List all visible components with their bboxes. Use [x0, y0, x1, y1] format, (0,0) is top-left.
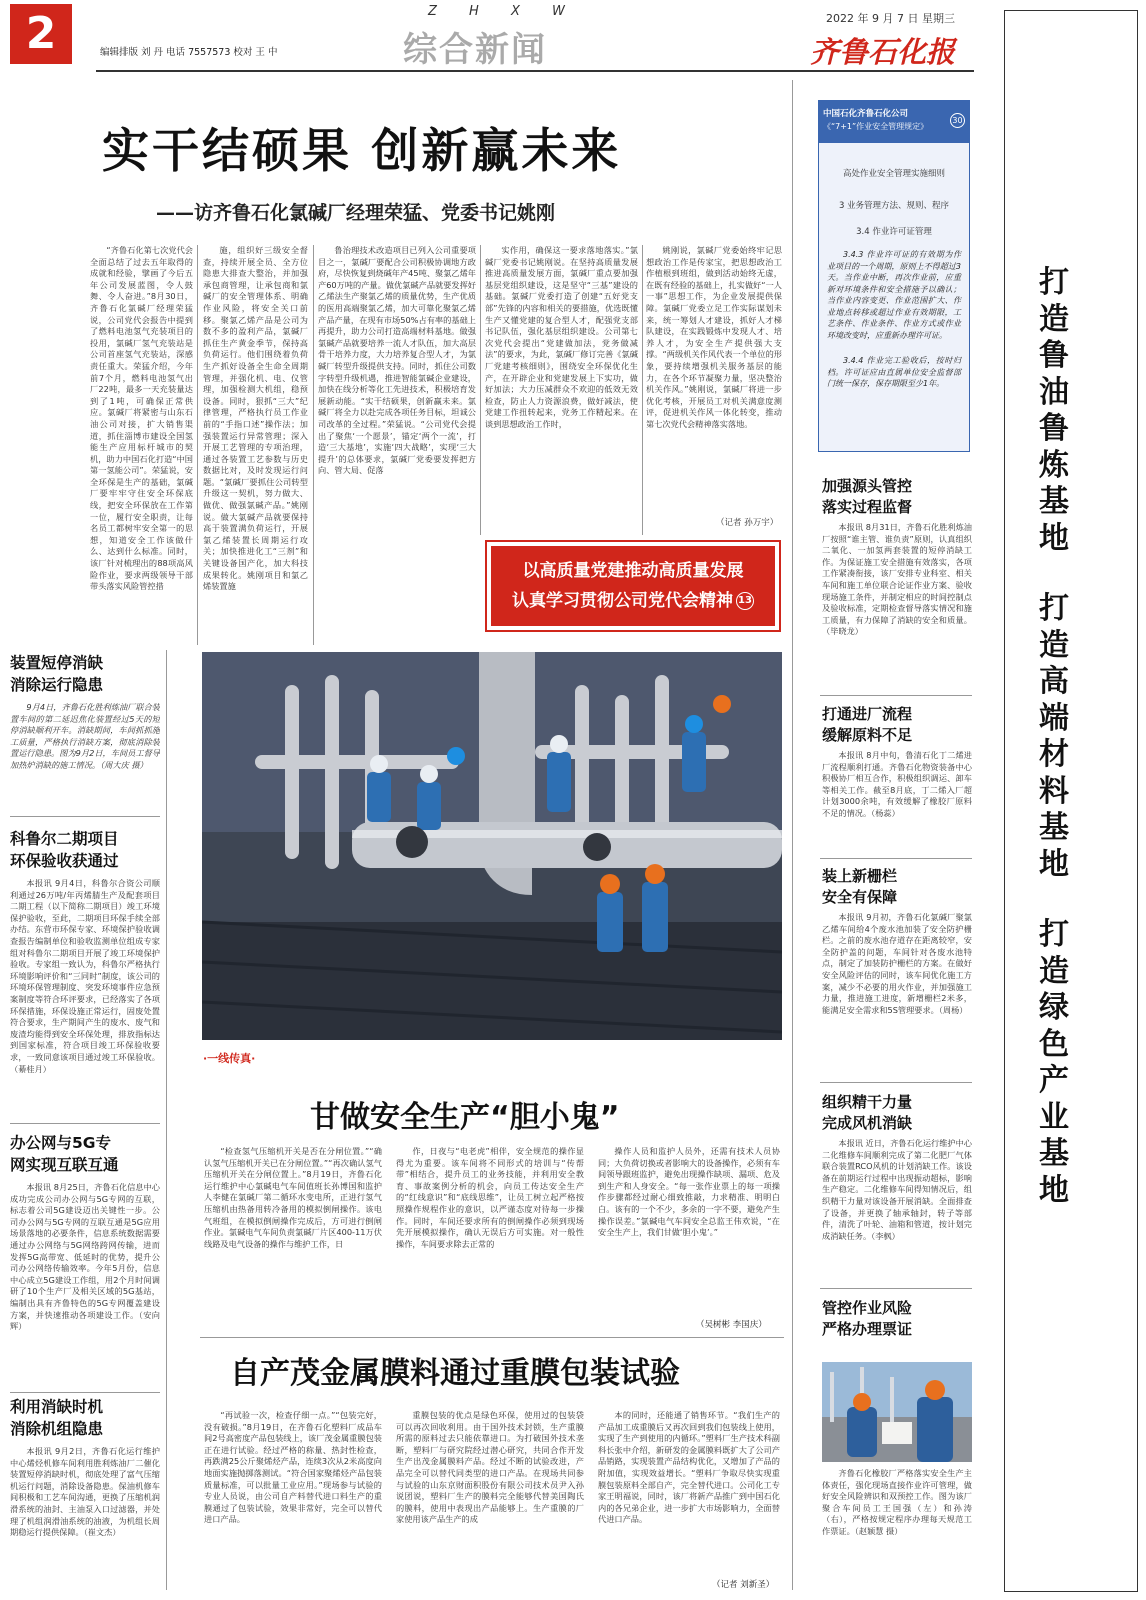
- issue-date: 2022 年 9 月 7 日 星期三: [826, 12, 955, 25]
- party-banner-num: 13: [736, 592, 754, 610]
- rules-box-num: 30: [950, 113, 965, 128]
- rules-box-header: [819, 101, 969, 143]
- rules-box-title-1: 中国石化齐鲁石化公司: [823, 109, 909, 119]
- right-photo-caption: 齐鲁石化橡胶厂严格落实安全生产主体责任，强化现场直接作业许可管理，做好安全风险辨识和双预控工作。图为该厂聚合车间员工王国强（左）和孙涛（右），严格按规定程序办理每天规范工作票证。（赵颖慧 摄）: [822, 1468, 972, 1536]
- side-slogan-1: 打造鲁油鲁炼基地: [1039, 265, 1069, 556]
- left-brief-3-title-1: 办公网与5G专: [10, 1134, 112, 1152]
- left-brief-4: 利用消缺时机 消除机组隐患 本报讯 9月2日，齐鲁石化运行维护中心烯烃机修车间利用胜利炼油厂二催化装置短停消缺时机，彻底处理了富气压缩机运行问题，消除设备隐患。保油机修车间积极和工艺车间沟通，更换了压缩机润滑系统的油封、主油泵入口过滤器，并处理了机组润滑油系统的油液，为机组长周期稳运行提供保障。（崔文杰）: [10, 1398, 160, 1538]
- membrane-col-1: “再试验一次，检查仔细一点。”“包装完好，没有破损。”8月19日，在齐鲁石化塑料厂成品车间2号高密度产品包装线上，该厂茂金属重膜包装正在进行试验。经过严格的称量、热封性检查，再跌满25公斤聚烯烃产品，连续3次从2米高度向地面实施抛掷落测试。“符合国家聚烯烃产品包装质量标准，可以批量工业应用。”现场参与试验的专业人员说，由公司自产料替代进口料生产的重膜通过了包装试验，效果非常好，完全可以替代进口产品。: [204, 1410, 382, 1525]
- right-brief-4-title-1: 组织精干力量: [822, 1093, 913, 1111]
- right-photo: [822, 1362, 972, 1462]
- page-number-badge: 2: [10, 4, 72, 64]
- lead-subtitle: ——访齐鲁石化氯碱厂经理荣猛、党委书记姚刚: [156, 202, 556, 224]
- lead-headline: 实干结硕果 创新赢未来: [102, 124, 622, 179]
- rules-box-title-2: 《“7+1”作业安全管理规定》: [823, 122, 929, 131]
- rules-box: [818, 100, 970, 452]
- main-photo: [202, 652, 782, 1040]
- right-brief-5: [822, 1298, 972, 1340]
- right-brief-2-title-2: 缓解原料不足: [822, 726, 913, 744]
- lead-col-3: 鲁治理技术改造项目已列入公司重要项目之一，氯碱厂要配合公司积极协调地方政府，尽快恢复到烧碱年产45吨、聚氯乙烯年产60万吨的产量。做优氯碱产品就要发挥好乙烯法生产聚氯乙烯的质量优势，生产优质的医用高端聚氯乙烯，加大可靠化聚氯乙烯产品产量，在现有市场50%占有率的基础上再提升，助力公司打造高端材料基地。做强氯碱产品就要培养一流人才队伍，加大高层骨干培养力度，大力培养复合型人才，为氯碱厂转型升级提供支持。同时，抓住公司数字转型升级机遇，推进智能氯碱企业建设，加快在线分析等化工先进技术，积极培育发展新动能。“实干结硕果，创新赢未来。氯碱厂将全力以赴完成各项任务目标，坦诚公司改革的全过程。”荣猛说。“公司党代会提出了聚焦‘一个愿景’，锚定‘两个一流’，打造‘三大基地’，实施‘四大战略’，实现‘三大提升’的总体要求，氯碱厂党委要发挥把方向、管大局、促落: [318, 245, 476, 476]
- left-brief-3-title-2: 网实现互联互通: [10, 1156, 119, 1174]
- rules-box-sub-1: 高处作业安全管理实施细则: [842, 169, 945, 179]
- frontline-title: 甘做安全生产“胆小鬼”: [310, 1100, 620, 1135]
- right-brief-2: 打通进厂流程 缓解原料不足 本报讯 8月中旬，鲁清石化丁二烯进厂流程顺利打通。齐鲁石化物资装备中心积极协厂相互合作，积极组织调运、卸车等相关工作。截至8月底，丁二烯入厂超计划3000余吨，有效缓解了橡胶厂原料不足的情况。（杨蕊）: [822, 705, 972, 818]
- editor-line: 编辑排版 刘 丹 电话 7557573 校对 王 中: [100, 47, 278, 58]
- left-brief-1: 装置短停消缺 消除运行隐患 9月4日，齐鲁石化胜利炼油厂联合装置车间的第二延迟焦化装置经过5天的短停消缺顺利开车。消缺期间，车间抓抓施工质量，严格执行消缺方案，彻底消除装置运行隐患。图为9月2日，车间员工督导加热炉消缺的施工情况。（周大庆 摄）: [10, 654, 160, 770]
- right-brief-1-title-2: 落实过程监督: [822, 498, 913, 516]
- membrane-col-3: 本的同时，还能通了销售环节。“我们生产的产品加工成重膜后又再次回到我们包装线上使用，实现了生产到使用的内循环。”塑料厂生产技术科副科长张中介绍，新研发的金属膜料既扩大了公司产品销路，实现装置产品结构优化，又增加了产品的附加值，实现效益增长。“塑料厂争取尽快实现重膜包装原料全部自产，完全替代进口。公司化工专家王明福说，同时，该厂将新产品推广到中国石化内的各兄弟企业，进一步扩大市场影响力，全面替代进口产品。: [598, 1410, 780, 1525]
- frontline-byline: （吴树彬 李国庆）: [696, 1320, 767, 1330]
- section-pinyin: Z H X W: [428, 4, 579, 19]
- lead-col-1: “齐鲁石化第七次党代会全面总结了过去五年取得的成就和经验，擘画了今后五年公司发展蓝图，令人鼓舞、令人奋进。”8月30日，齐鲁石化氯碱厂经理荣猛说，公司党代会报告中提到了燃料电池氢气充装项目的投用，氯碱厂氢气充装站是公司首座氢气充装站，深感责任重大。荣猛介绍，今年前7个月，燃料电池氢气出厂22吨，最多一天充装量达到了1吨，可确保正常供应。氯碱厂将紧密与山东石油公司对接，扩大销售渠道，抓住淄博市建设全国氢能生产应用标杆城市的契机，助力中国石化打造“中国第一氢能公司”。荣猛说，安全环保是生产的基础，氯碱厂要牢牢守住安全环保底线，把安全环保放在工作第一位，履行安全职责，让每名员工都树牢安全第一的思想，知道安全工作该做什么、达到什么标准。同时，该厂针对梳理出的88项高风险作业，要求两级领导干部带头落实风险管控措: [90, 245, 193, 592]
- side-slogans: [1034, 265, 1074, 1209]
- lead-byline: （记者 孙万宇）: [716, 518, 779, 528]
- right-brief-5-title-2: 严格办理票证: [822, 1320, 913, 1338]
- left-brief-2-title-2: 环保验收获通过: [10, 852, 119, 870]
- frontline-col-1: “检查氢气压缩机开关是否在分闸位置。”“确认氢气压缩机开关已在分闸位置。”“再次确认氢气压缩机开关在分闸位置上。”8月19日，齐鲁石化运行维护中心氯碱电气车间值班长孙博国和监护人李健在氯碱厂第二循环水变电所，正进行氢气压缩机由热备用转冷备用的模拟倒闸操作。该电气班组，在模拟倒闸操作完成后，方可进行倒闸作业。氯碱电气车间负责氯碱厂片区400-11万伏线路及电气设备的操作与维护工作，日: [204, 1146, 382, 1249]
- left-brief-1-title-2: 消除运行隐患: [10, 676, 104, 694]
- left-brief-4-title-1: 利用消缺时机: [10, 1398, 104, 1416]
- paper-logo: 齐鲁石化报: [810, 35, 956, 69]
- lead-col-5: 姚刚说，氯碱厂党委始终牢记思想政治工作是传家宝，把思想政治工作植根到班组，做到活动始终无虚，在既有经验的基础上，扎实做好“一人一事”思想工作，为企业发展提供保障。氯碱厂党委立足工作实际谋划未来，统一筹划人才建设，抓好人才梯队建设，在实践锻炼中发现人才、培养人才，为安全生产提供强大支撑。“两级机关作风代表一个单位的形象，要持续增强机关服务基层的能力，在各个环节凝聚力量，坚决整治机关作风。”姚刚说，氯碱厂将进一步优化考核，开展员工对机关满意度测评，促进机关作风一体化转变，推动第七次党代会精神落实落地。: [646, 245, 782, 429]
- left-brief-2-title-1: 科鲁尔二期项目: [10, 830, 119, 848]
- masthead-rule: [96, 70, 974, 72]
- rules-box-sub-2: 3 业务管理方法、规则、程序: [838, 201, 950, 211]
- left-brief-1-title-1: 装置短停消缺: [10, 654, 104, 672]
- right-brief-3-title-2: 安全有保障: [822, 888, 898, 906]
- workers-illustration: [822, 1362, 972, 1462]
- right-brief-2-title-1: 打通进厂流程: [822, 705, 913, 723]
- frontline-col-2: 作，日夜与“电老虎”相伴，安全规范的操作显得尤为重要。该车间将不同形式的培训与“传帮带”相结合，提升员工的业务技能，并利用安全教育、事故案例分析的机会，向员工传达安全生产的“红线意识”和“底线思维”，让员工树立起严格按照操作规程作业的意识，以严谨态度对待每一步操作。同时，车间还要求所有的倒闸操作必须到现场先开展模拟操作，确认无误后方可实施。对一般性操作，车间要求除去正常的: [396, 1146, 584, 1249]
- lead-col-2: 施，组织好三级安全督查，持续开展全员、全方位隐患大排查大整治，并加强承包商管理，让承包商和氯碱厂的安全管理体系、明确作业风险，将安全关口前移。聚氯乙烯产品是公司为数不多的盈利产品，氯碱厂抓住生产黄金季节，保持高负荷运行。他们围绕着负荷生产抓好设备全生命全周期管理，并强化机、电、仪管理，加强检测大机组，稳预设备。同时，狠抓“三大”纪律管理，严格执行员工作业前的“手指口述”操作法；加强装置运行异常管理；深入开展工艺管理的专项治理，通过各装置工艺参数与历史数据比对，及时发现运行问题。“氯碱厂要抓住公司转型升级这一契机，努力做大、做优、做强氯碱产品。”姚刚说。做大氯碱产品就要保持高于装置满负荷运行，开展氯乙烯装置长周期运行攻关；加快推进化工“三剂”和关键设备国产化，加大科技成果转化。姚刚项目和氯乙烯装置施: [203, 245, 308, 592]
- section-title: 综合新闻: [403, 30, 547, 70]
- rules-box-sub-3: 3.4 作业许可证管理: [856, 227, 932, 237]
- frontline-tag: ·一线传真·: [203, 1052, 256, 1065]
- left-brief-2: 科鲁尔二期项目 环保验收获通过 本报讯 9月4日，科鲁尔合资公司顺利通过26万吨/年丙烯腈生产及配套项目二期工程（以下简称二期项目）竣工环境保护验收，至此，二期项目环保手续全部办结。东营市环保专家、环境保护验收调查报告编制单位和验收监测单位组成专家组对科鲁尔二期项目开展了竣工环境保护验收。专家组一致认为，科鲁尔严格执行环境影响评价和“三同时”制度，该公司的环境环保管理制度、突发环境事件应急预案制度等符合环评要求，已经落实了各项环保措施，环保设施正常运行，固废处置符合要求，生产期间产生的废水、废气和废渣均能得到安全环保处理，排放指标达到国家标准，符合项目竣工环保验收要求，一致同意该项目通过竣工环保验收。（綦桂月）: [10, 830, 160, 1074]
- frontline-col-3: 操作人员和监护人员外，还需有技术人员协同；大负荷切换或者影响大的设备操作，必须有车间领导跟班监护，避免出现操作缺项、漏项、危及到生产和人身安全。“每一张作业票上的每一项操作步骤都经过耐心细致推敲，力求精准、明明白白。该有的一个不少，多余的一字不要，避免产生操作误差。”氯碱电气车间安全总监王伟欢说，“在安全生产上，我们甘做‘胆小鬼’。”: [598, 1146, 780, 1238]
- membrane-byline: （记者 刘新圣）: [712, 1580, 775, 1590]
- right-brief-3-title-1: 装上新栅栏: [822, 867, 898, 885]
- party-banner: [485, 540, 781, 632]
- right-brief-1: 加强源头管控 落实过程监督 本报讯 8月31日，齐鲁石化胜利炼油厂按照“谁主管、谁负责”原则，认真组织二氧化、一加氢两套装置的短停消缺工作。为保证施工安全措施有效落实，各项工作紧凑衔接，该厂安排专业科室、相关车间和施工单位联合论证作业方案、验收现场施工条件，并制定相应的时间控制点及验收标准，定期检查督导落实情况和施工质量，有力保障了消缺的安全和质量。（毕晓龙）: [822, 477, 972, 637]
- membrane-col-2: 重膜包装的优点是绿色环保，使用过的包装袋可以再次回收利用。由于国外技术封锁，生产重膜所需的原料过去只能依靠进口。为打破国外技术垄断，塑料厂与研究院经过潜心研究，共同合作开发生产出茂金属膜料产品。经过不断的试验改进，产品完全可以替代同类型的进口产品。在现场共同参与试验的山东京财面积股份有限公司技术员尹入孙说团说，塑料厂生产的膜料完全能够代替美国陶氏的膜料，使用中表现出产品能够上。生产重膜的厂家使用该产品生产的成: [396, 1410, 584, 1525]
- lead-col-4: 实作用，确保这一要求落地落实。”氯碱厂党委书记姚刚说。在坚持高质量发展推进高质量发展方面，氯碱厂重点要加强基层党组织建设，这是坚守“三基”建设的基础。氯碱厂党委打造了创建“五好党支部”先锋的内容和相关的要措施，优选既懂生产又懂党建的复合型人才，配强党支部书记队伍，强化基层组织建设。公司第七次党代会提出“党建做加法，党务做减法”的要求，为此，氯碱厂修订完善《氯碱厂党建考核细则》，围绕安全环保优化生产，在开辟企业和党建发展上下实功，做好加法；大力压减群众不欢迎的低效无效检查，防止人力资源浪费，做好减法，使党建工作扭转起来，党务工作精起来。在谈到思想政治工作时，: [485, 245, 638, 429]
- left-brief-3: 办公网与5G专 网实现互联互通 本报讯 8月25日，齐鲁石化信息中心成功完成公司办公网与5G专网的互联，标志着公司5G建设迈出关键性一步。公司办公网与5G专网的互联互通是5G应用场景落地的必要条件，信息系统数据需要通过办公网络与5G网络跨网传输，进而发挥5G高带宽、低延时的优势，提升公司办公网络传输效率。今年5月份，信息中心成立5G建设工作组，用2个月时间调研了10个生产厂及相关区域的5G基站，编制出具有齐鲁特色的5G专网覆盖建设方案，并快速推动各项建设工作。（安向辉）: [10, 1134, 160, 1332]
- pipeline-illustration: [202, 652, 782, 1040]
- right-brief-1-title-1: 加强源头管控: [822, 477, 913, 495]
- right-brief-4: 组织精干力量 完成风机消缺 本报讯 近日，齐鲁石化运行维护中心二化维修车间顺利完成了第二化肥厂气体联合装置RCO风机的计划消缺工作。该设备在前期运行过程中出现振动超标，影响生产稳定。二化维修车间得知情况后，组织精干力量对该设备开展消缺。全面排查了设备，并更换了轴承轴封，转子等部件，清洗了叶轮、油箱和管道，按计划完成消缺任务。（李枫）: [822, 1093, 972, 1241]
- rules-box-para-1: 3.4.3 作业许可证的有效期为作业项目的一个周期，原则上不得超过3天。当作业中断，再次作业前，应重新对环境条件和安全措施予以确认；当作业内容变更、作业范围扩大、作业地点转移或超过作业有效期限，工艺条件、作业条件、作业方式或作业环境改变时，应重新办理许可证。: [827, 250, 961, 340]
- party-banner-line1: 以高质量党建推动高质量发展: [522, 561, 744, 581]
- side-slogan-2: 打造高端材料基地: [1039, 591, 1069, 882]
- right-brief-5-title-1: 管控作业风险: [822, 1299, 913, 1317]
- right-brief-4-title-2: 完成风机消缺: [822, 1114, 913, 1132]
- side-slogan-3: 打造绿色产业基地: [1039, 917, 1069, 1208]
- membrane-title: 自产茂金属膜料通过重膜包装试验: [230, 1356, 680, 1391]
- party-banner-line2: 认真学习贯彻公司党代会精神: [512, 591, 733, 611]
- left-brief-4-title-2: 消除机组隐患: [10, 1420, 104, 1438]
- right-brief-3: 装上新栅栏 安全有保障 本报讯 9月初，齐鲁石化氯碱厂聚氯乙烯车间给4个废水池加装了安全防护栅栏。之前的废水池存道存在距离较窄，安全防护盖的问题，车间针对各废水池特点，制定了加装防护栅栏的方案。在做好安全风险评估的同时，该车间优化施工方案，减少不必要的用火作业，并加强施工力量，推进施工进度，新增栅栏2米多，能满足安全需求和5S管理要求。（周杨）: [822, 867, 972, 1015]
- rules-box-para-2: 3.4.4 作业完工验收后，按时归档。许可证应由直属单位安全监督部门统一保存，保存期限至少1年。: [827, 356, 961, 388]
